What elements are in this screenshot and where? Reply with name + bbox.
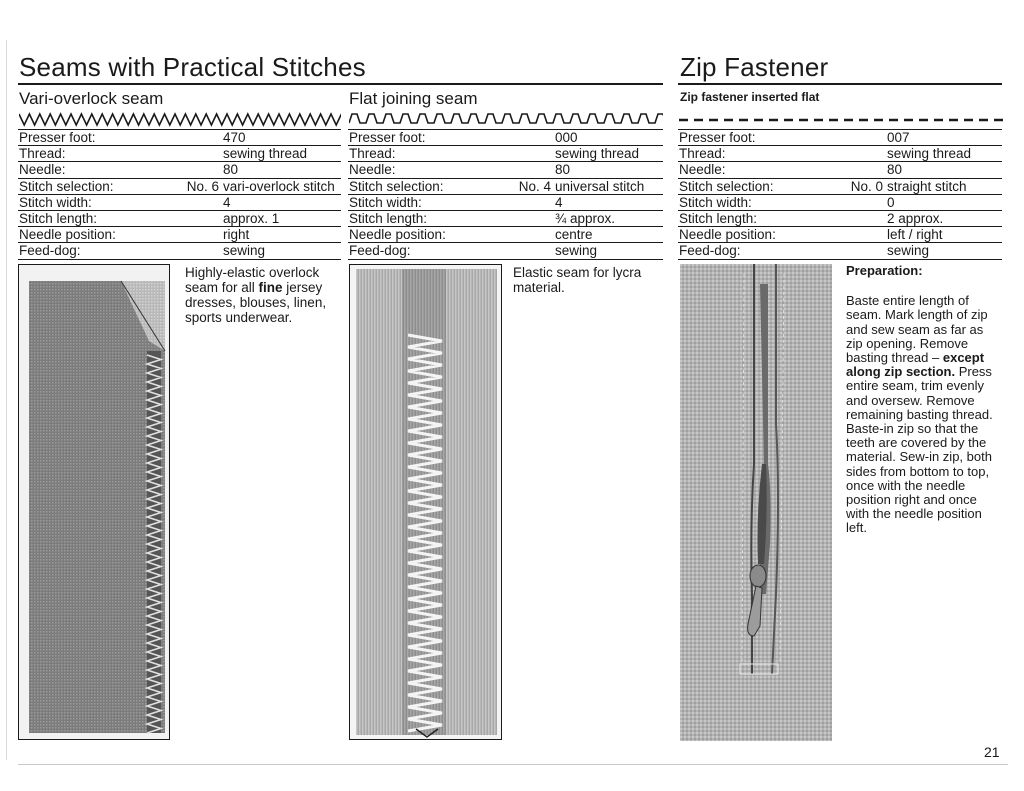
- spec-label: Stitch selection:: [18, 178, 180, 194]
- spec-label: Feed-dog:: [18, 243, 180, 259]
- spec-label: Thread:: [18, 146, 180, 162]
- spec-row: [18, 146, 341, 162]
- spec-row: [678, 227, 1002, 243]
- spec-row: [18, 227, 341, 243]
- spec-label: Stitch selection:: [678, 178, 842, 194]
- section-title-seams: Seams with Practical Stitches: [19, 52, 366, 82]
- spec-label: Needle position:: [18, 227, 180, 243]
- spec-value: sewing: [886, 243, 1002, 259]
- spec-row: [348, 227, 663, 243]
- spec-num: No. 6: [180, 178, 222, 194]
- spec-num: [510, 194, 554, 210]
- spec-label: Thread:: [678, 146, 842, 162]
- spec-label: Presser foot:: [18, 130, 180, 146]
- spec-label: Needle:: [678, 162, 842, 178]
- spec-value: sewing thread: [222, 146, 341, 162]
- spec-num: No. 4: [510, 178, 554, 194]
- spec-row: [678, 194, 1002, 210]
- spec-label: Feed-dog:: [678, 243, 842, 259]
- spec-label: Stitch length:: [18, 211, 180, 227]
- spec-num: [180, 194, 222, 210]
- vari-overlock-spec-table: [18, 129, 341, 260]
- vari-overlock-sample-photo: [18, 264, 170, 740]
- spec-row: [348, 146, 663, 162]
- spec-num: [842, 194, 886, 210]
- zip-preparation-text: Preparation: Baste entire length of seam. Mark length of zip and sew seam as far as zip opening. Remove basting thread – except along zip section. Press entire seam, trim evenly and oversew. Remove remaining basting thread. Baste-in zip so that the teeth are covered by the material. Sew-in zip, both sides from bottom to top, once with the needle position right and once with the needle position left.: [846, 264, 1002, 536]
- spec-value: approx. 1: [222, 211, 341, 227]
- spec-num: [510, 146, 554, 162]
- spec-num: [510, 130, 554, 146]
- section-title-zip: Zip Fastener: [680, 52, 829, 82]
- spec-label: Stitch width:: [348, 194, 510, 210]
- spec-label: Thread:: [348, 146, 510, 162]
- straight-stitch-icon: [679, 111, 1003, 127]
- page-number: 21: [984, 744, 1000, 760]
- spec-num: [180, 243, 222, 259]
- spec-label: Presser foot:: [348, 130, 510, 146]
- spec-label: Stitch length:: [678, 211, 842, 227]
- spec-value: sewing thread: [886, 146, 1002, 162]
- spec-num: [842, 130, 886, 146]
- spec-label: Presser foot:: [678, 130, 842, 146]
- spec-label: Stitch length:: [348, 211, 510, 227]
- spec-row: [678, 162, 1002, 178]
- spec-num: [180, 146, 222, 162]
- spec-row: [678, 130, 1002, 146]
- spec-num: [842, 146, 886, 162]
- flat-joining-title: Flat joining seam: [349, 89, 478, 108]
- spec-row: [18, 194, 341, 210]
- zip-fastener-sample-photo: [680, 264, 832, 741]
- spec-value: 80: [554, 162, 663, 178]
- spec-num: [180, 227, 222, 243]
- flat-joining-spec-table: [348, 129, 663, 260]
- spec-value: universal stitch: [554, 178, 663, 194]
- spec-value: sewing: [554, 243, 663, 259]
- spec-num: [842, 162, 886, 178]
- spec-row: [348, 243, 663, 259]
- spec-row: [18, 130, 341, 146]
- vari-overlock-description: Highly-elastic overlock seam for all fine jersey dresses, blouses, linen, sports underwear.: [185, 265, 327, 325]
- spec-row: [678, 211, 1002, 227]
- spec-value: 007: [886, 130, 1002, 146]
- spec-row: [348, 130, 663, 146]
- spec-value: straight stitch: [886, 178, 1002, 194]
- spec-label: Stitch width:: [678, 194, 842, 210]
- overlock-stitch-icon: [19, 111, 341, 127]
- spec-value: 0: [886, 194, 1002, 210]
- spec-value: vari-overlock stitch: [222, 178, 341, 194]
- vari-overlock-title: Vari-overlock seam: [19, 89, 164, 108]
- spec-num: [842, 243, 886, 259]
- spec-row: [18, 162, 341, 178]
- flat-joining-sample-photo: [349, 264, 502, 740]
- spec-num: [510, 211, 554, 227]
- spec-label: Needle position:: [348, 227, 510, 243]
- page-edge-line: [6, 40, 7, 760]
- spec-row: [678, 146, 1002, 162]
- spec-row: [678, 243, 1002, 259]
- spec-value: 4: [222, 194, 341, 210]
- spec-value: 2 approx.: [886, 211, 1002, 227]
- spec-num: [510, 162, 554, 178]
- spec-row: [678, 178, 1002, 194]
- spec-num: [510, 243, 554, 259]
- section-rule-left: [18, 83, 663, 85]
- zip-fastener-spec-table: [678, 129, 1002, 260]
- preparation-heading: Preparation:: [846, 263, 923, 278]
- universal-stitch-icon: [349, 111, 663, 127]
- spec-num: [180, 162, 222, 178]
- spec-label: Stitch width:: [18, 194, 180, 210]
- spec-num: [842, 211, 886, 227]
- zip-fastener-title: Zip fastener inserted flat: [680, 90, 820, 104]
- spec-row: [348, 211, 663, 227]
- spec-value: sewing: [222, 243, 341, 259]
- spec-value: 80: [222, 162, 341, 178]
- spec-num: [180, 130, 222, 146]
- spec-value: left / right: [886, 227, 1002, 243]
- spec-value: right: [222, 227, 341, 243]
- flat-joining-description: Elastic seam for lycra material.: [513, 265, 642, 295]
- spec-row: [18, 178, 341, 194]
- spec-value: sewing thread: [554, 146, 663, 162]
- spec-value: centre: [554, 227, 663, 243]
- spec-row: [348, 194, 663, 210]
- spec-row: [18, 243, 341, 259]
- spec-row: [18, 211, 341, 227]
- spec-label: Needle:: [18, 162, 180, 178]
- page-bottom-line: [18, 764, 1008, 765]
- section-rule-right: [678, 83, 1002, 85]
- spec-num: [510, 227, 554, 243]
- spec-label: Needle:: [348, 162, 510, 178]
- spec-num: [842, 227, 886, 243]
- spec-label: Stitch selection:: [348, 178, 510, 194]
- spec-label: Needle position:: [678, 227, 842, 243]
- spec-label: Feed-dog:: [348, 243, 510, 259]
- spec-value: 80: [886, 162, 1002, 178]
- spec-num: [180, 211, 222, 227]
- spec-value: 4: [554, 194, 663, 210]
- spec-num: No. 0: [842, 178, 886, 194]
- spec-row: [348, 162, 663, 178]
- spec-value: 470: [222, 130, 341, 146]
- spec-row: [348, 178, 663, 194]
- spec-value: 000: [554, 130, 663, 146]
- spec-value: ¾ approx.: [554, 211, 663, 227]
